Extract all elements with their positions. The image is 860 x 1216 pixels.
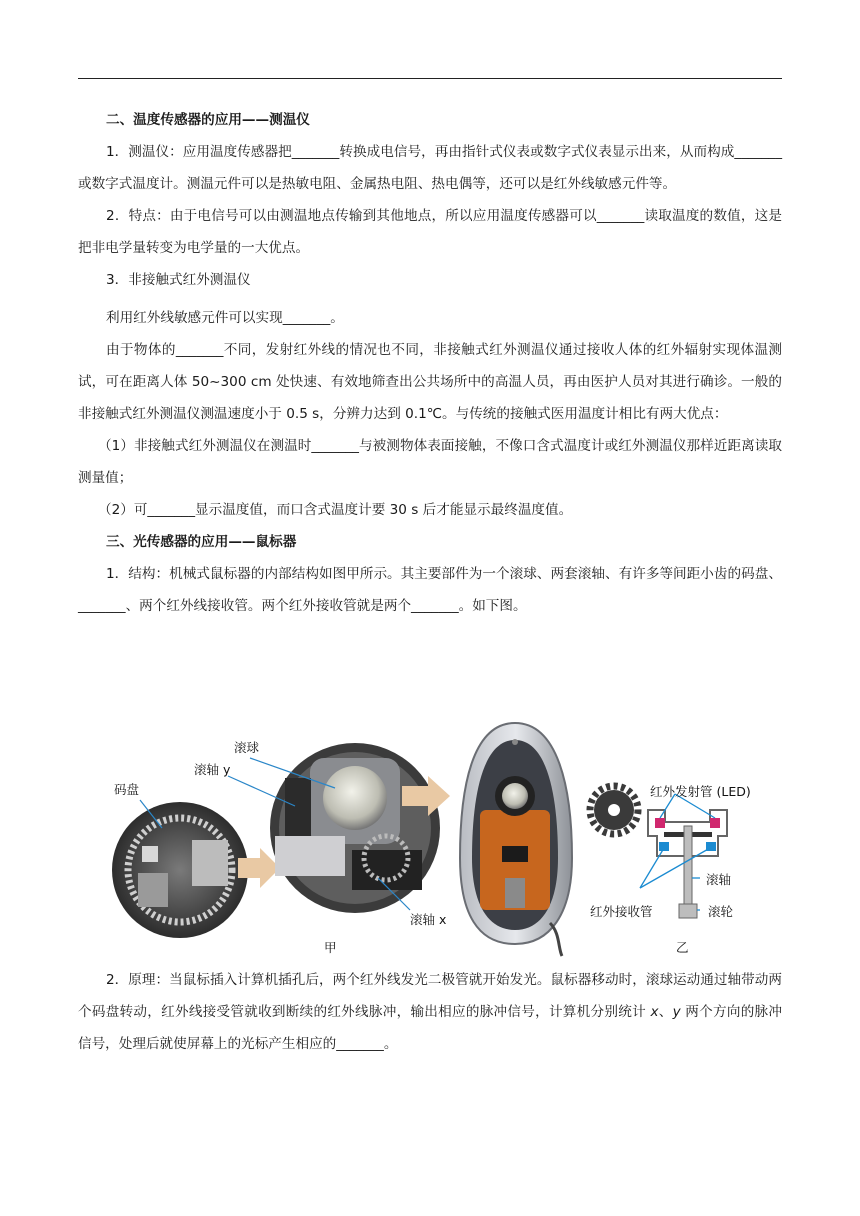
section2-heading: 二、温度传感器的应用——测温仪 (106, 112, 310, 128)
label-code-disc: 码盘 (114, 782, 140, 797)
main-content (78, 104, 782, 622)
section2-paragraph-3: 3．非接触式红外测温仪 (106, 272, 251, 288)
label-wheel: 滚轮 (708, 904, 734, 919)
mouse-structure-figure (110, 718, 770, 958)
label-axle: 滚轴 (706, 872, 732, 887)
caption-figure-b: 乙 (676, 940, 689, 955)
variable-y: y (672, 1004, 681, 1020)
section2-paragraph-7: （2）可_______显示温度值，而口含式温度计要 30 s 后才能显示最终温度值。 (98, 502, 573, 518)
mouse-body-photo (460, 723, 572, 956)
header-rule (78, 78, 782, 79)
section3-heading: 三、光传感器的应用——鼠标器 (106, 534, 297, 550)
label-axis-y: 滚轴 y (194, 762, 231, 777)
principle-separator: 、 (658, 1004, 673, 1020)
mechanism-photo (270, 743, 440, 913)
section3-paragraph-2 (78, 964, 782, 1060)
code-disc-photo (112, 802, 248, 938)
section2-paragraph-1: 1．测温仪：应用温度传感器把_______转换成电信号，再由指针式仪表或数字式仪表显示出来，从而构成_______或数字式温度计。测温元件可以是热敏电阻、金属热电阻、热电偶等，还可以是红外线敏感元件等。 (78, 144, 782, 192)
section2-paragraph-2: 2．特点：由于电信号可以由测温地点传输到其他地点，所以应用温度传感器可以_______读取温度的数值，这是把非电学量转变为电学量的一大优点。 (78, 208, 782, 256)
section3-paragraph-1: 1．结构：机械式鼠标器的内部结构如图甲所示。其主要部件为一个滚球、两套滚轴、有许多等间距小齿的码盘、_______、两个红外线接收管。两个红外接收管就是两个_______。如下图。 (78, 566, 782, 614)
section2-paragraph-6: （1）非接触式红外测温仪在测温时_______与被测物体表面接触，不像口含式温度计或红外测温仪那样近距离读取测量值； (78, 438, 782, 486)
section2-paragraph-5: 由于物体的_______不同，发射红外线的情况也不同，非接触式红外测温仪通过接收人体的红外辐射实现体温测试，可在距离人体 50~300 cm 处快速、有效地筛查出公共场所中的高温人员，再由医护人员对其进行确诊。一般的非接触式红外测温仪测温速度小于 0.5 s，分辨力达到 0.1℃。与传统的接触式医用温度计相比有两大优点： (78, 342, 782, 422)
label-led: 红外发射管 (LED) (650, 784, 751, 799)
section2-paragraph-4: 利用红外线敏感元件可以实现_______。 (106, 310, 344, 326)
label-ir-receiver: 红外接收管 (590, 904, 653, 919)
label-axis-x: 滚轴 x (410, 912, 447, 927)
principle-text-end: 两个方向的脉冲信号，处理后就使屏幕上的光标产生相应的_______。 (78, 1004, 783, 1052)
principle-text-start: 2．原理：当鼠标插入计算机插孔后，两个红外线发光二极管就开始发光。鼠标器移动时，滚球运动通过轴带动两个码盘转动，红外线接受管就收到断续的红外线脉冲，输出相应的脉冲信号，计算机分别统计 (78, 972, 782, 1020)
variable-x: x (650, 1004, 659, 1020)
infrared-schematic (590, 786, 727, 918)
label-ball: 滚球 (234, 740, 260, 755)
caption-figure-a: 甲 (324, 940, 337, 955)
